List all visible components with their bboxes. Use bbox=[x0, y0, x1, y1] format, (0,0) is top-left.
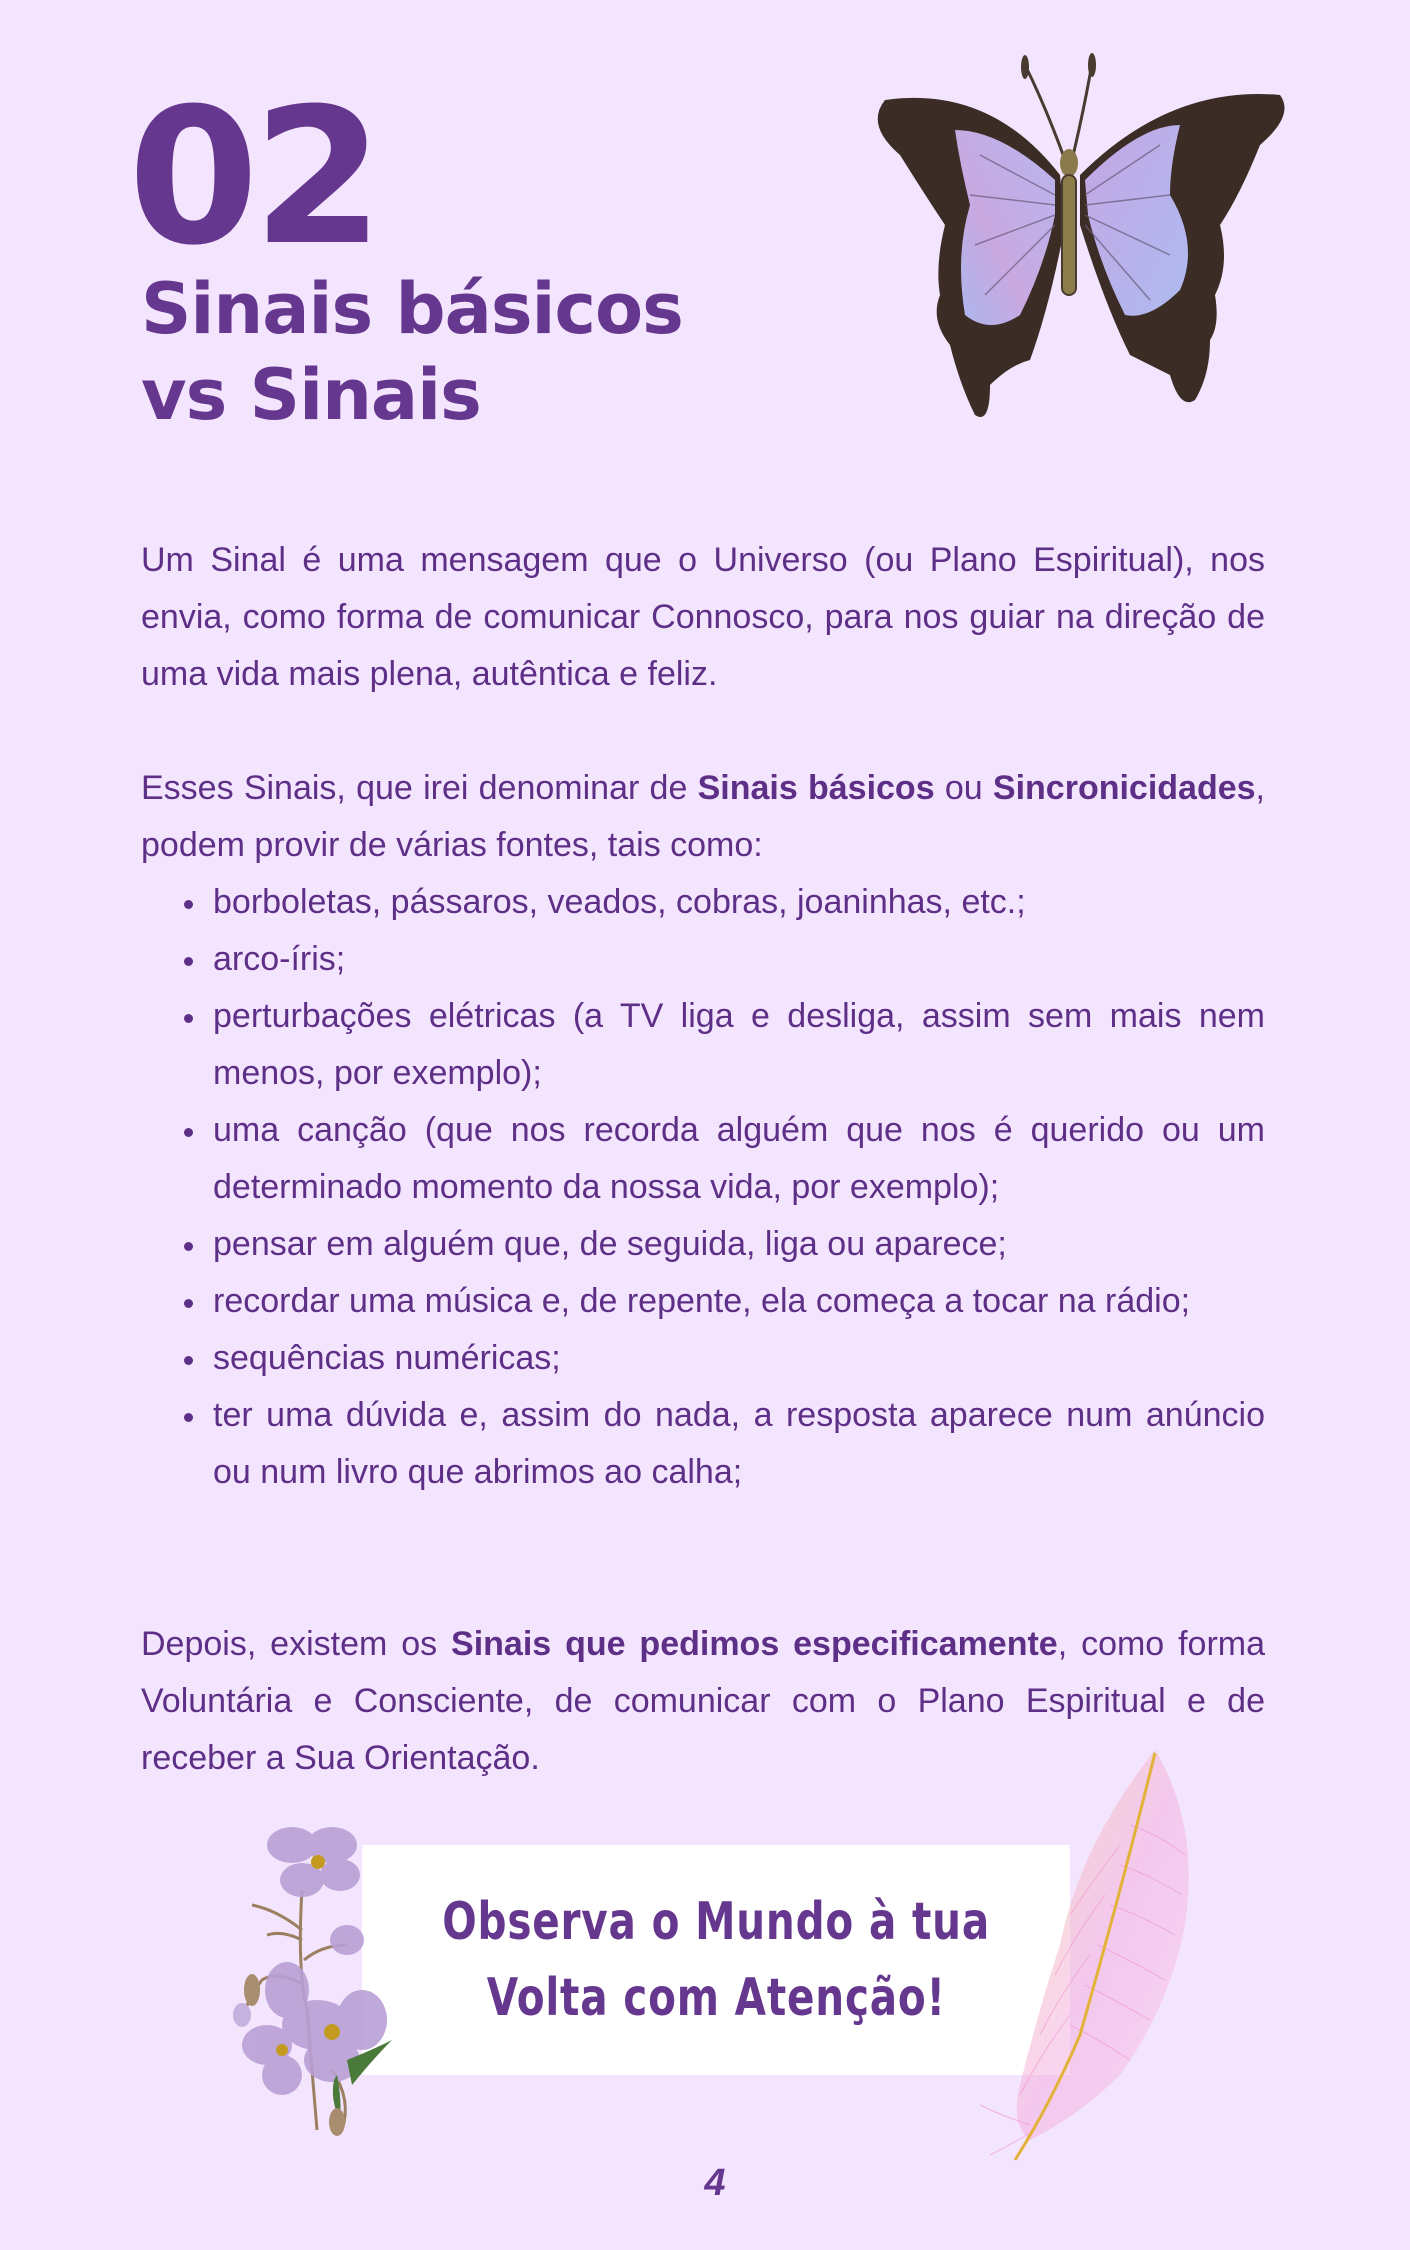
page-title bbox=[141, 266, 683, 438]
list-item-text: pensar em alguém que, de seguida, liga ou aparece; bbox=[213, 1225, 1007, 1263]
bullet-icon bbox=[184, 900, 193, 909]
chapter-number: 02 bbox=[128, 68, 378, 287]
bullet-icon bbox=[184, 1128, 193, 1137]
title-line-1: Sinais básicos bbox=[141, 268, 683, 350]
bullet-icon bbox=[184, 1299, 193, 1308]
requested-text-before: Depois, existem os bbox=[141, 1625, 452, 1663]
list-item-text: ter uma dúvida e, assim do nada, a resposta aparece num anúncio ou num livro que abrimos ao calha; bbox=[213, 1396, 1265, 1491]
title-line-2: vs Sinais bbox=[141, 354, 481, 436]
list-item bbox=[141, 1273, 1265, 1330]
list-item bbox=[141, 1330, 1265, 1387]
lead-text-before: Esses Sinais, que irei denominar de bbox=[141, 769, 698, 807]
callout-box bbox=[362, 1845, 1070, 2075]
list-item-text: uma canção (que nos recorda alguém que nos é querido ou um determinado momento da nossa vida, por exemplo); bbox=[213, 1111, 1265, 1206]
list-item bbox=[141, 988, 1265, 1102]
butterfly-icon bbox=[840, 45, 1310, 425]
emphasis-sinais-pedidos: Sinais que pedimos especificamente bbox=[451, 1625, 1058, 1663]
bullet-icon bbox=[184, 1242, 193, 1251]
list-item bbox=[141, 1216, 1265, 1273]
list-item bbox=[141, 1387, 1265, 1501]
bullet-icon bbox=[184, 1014, 193, 1023]
bullet-icon bbox=[184, 1413, 193, 1422]
lead-text-middle: ou bbox=[934, 769, 993, 807]
requested-text-after: , como forma Voluntária e Consciente, de comunicar com o Plano Espiritual e de receber a Sua Orientação. bbox=[141, 1625, 1266, 1777]
emphasis-sincronicidades: Sincronicidades bbox=[992, 769, 1256, 807]
basic-signals-lead bbox=[141, 760, 1265, 874]
lead-text-after: , podem provir de várias fontes, tais como: bbox=[141, 769, 1265, 864]
intro-section bbox=[141, 532, 1265, 703]
callout-line-1: Observa o Mundo à tua bbox=[442, 1892, 990, 1952]
list-item-text: arco-íris; bbox=[213, 940, 346, 978]
list-item bbox=[141, 874, 1265, 931]
page-number: 4 bbox=[704, 2162, 726, 2204]
signals-list bbox=[141, 874, 1265, 1501]
bullet-icon bbox=[184, 1356, 193, 1365]
list-item-text: recordar uma música e, de repente, ela começa a tocar na rádio; bbox=[213, 1282, 1191, 1320]
callout-line-2: Volta com Atenção! bbox=[486, 1968, 946, 2028]
list-item-text: borboletas, pássaros, veados, cobras, joaninhas, etc.; bbox=[213, 883, 1026, 921]
list-item-text: sequências numéricas; bbox=[213, 1339, 561, 1377]
bullet-icon bbox=[184, 957, 193, 966]
basic-signals-section bbox=[141, 760, 1265, 1501]
list-item bbox=[141, 1102, 1265, 1216]
intro-paragraph: Um Sinal é uma mensagem que o Universo (ou Plano Espiritual), nos envia, como forma de comunicar Connosco, para nos guiar na direção de uma vida mais plena, autêntica e feliz. bbox=[141, 541, 1265, 693]
feather-icon bbox=[970, 1745, 1200, 2165]
list-item bbox=[141, 931, 1265, 988]
emphasis-sinais-basicos: Sinais básicos bbox=[697, 769, 935, 807]
list-item-text: perturbações elétricas (a TV liga e desliga, assim sem mais nem menos, por exemplo); bbox=[213, 997, 1265, 1092]
flowers-icon bbox=[222, 1810, 417, 2140]
